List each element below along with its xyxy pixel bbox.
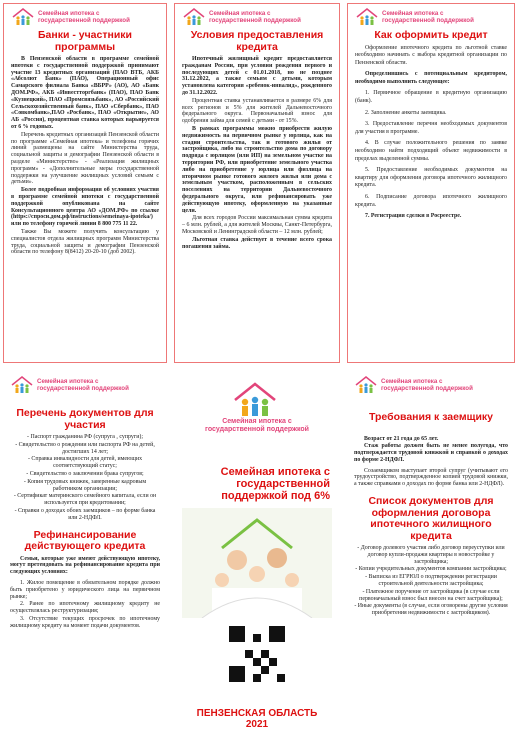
family-house-icon xyxy=(355,376,377,394)
panel-title: Как оформить кредит xyxy=(374,29,488,41)
doc-item: - Справки о доходах обоих заемщиков – по форме банка или 2-НДФЛ. xyxy=(14,507,156,521)
family-house-icon xyxy=(183,8,205,26)
step-item: 2. Заполнение анкеты заемщика. xyxy=(365,109,447,116)
cover-title: Семейная ипотека с государственной поддержкой под 6% xyxy=(220,466,330,502)
doc-item: - Выписка из ЕГРЮЛ о подтверждении регистрации строительной деятельности застройщика; xyxy=(365,574,497,588)
paragraph: Созаемщиком выступает второй супруг (учитывают его трудоустройство, подтвержденное копией трудовой книжки, а также справками о доходах по форме банка или 2-НДФЛ). xyxy=(354,467,508,488)
condition-item: 2. Ранее по ипотечному жилищному кредиту не осуществлялась реструктуризация; xyxy=(10,601,160,615)
doc-item: - Сертификат материнского семейного капитала, если он используется при кредитовании; xyxy=(13,493,157,507)
doc-item: - Справка инвалидности для детей, имеющих соответствующий статус; xyxy=(27,456,143,470)
panel-requirements xyxy=(347,372,515,735)
logo xyxy=(348,4,514,26)
doc-item: - Договор долевого участия либо договор переуступки или договор купли-продажи квартиры в новостройке у застройщика; xyxy=(357,545,505,565)
paragraph: Стаж работы должен быть не менее полугода, что подтверждается трудовой книжкой и справкой о доходах по форме 2-НДФЛ. xyxy=(354,443,508,463)
paragraph: Оформление ипотечного кредита по льготной ставке необходимо начинать с выбора кредитной организации по Пензенской области. xyxy=(355,44,507,66)
logo-line2: государственной поддержкой xyxy=(382,17,474,24)
logo-line1: Семейная ипотека с xyxy=(209,10,271,17)
step-item: 5. Предоставление необходимых документов на квартиру для оформления договора ипотечного жилищного кредита. xyxy=(355,167,507,189)
logo-line1: Семейная ипотека с xyxy=(381,378,443,385)
paragraph: Семьи, которые уже имеют действующую ипотеку, могут претендовать на рефинансирование кредита при следующих условиях: xyxy=(10,555,160,576)
logo xyxy=(175,4,339,26)
family-house-icon xyxy=(233,382,277,418)
doc-item: - Свидетельство о рождении или паспорта РФ на детей, достигших 14 лет; xyxy=(15,441,155,455)
logo-line1: Семейная ипотека с xyxy=(222,418,292,425)
family-house-icon xyxy=(356,8,378,26)
section-title: Рефинансирование действующего кредита xyxy=(24,528,146,553)
paragraph: Более подробная информация об условиях участия в программе семейной ипотеки с государственной поддержкой опубликована на сайте Консультационного центра АО «ДОМ.РФ» по ссылке (https://спроси.дом.рф/instructions/semeinaya-ipoteka/) или по телефону горячей линии 8 800 775 11 22. xyxy=(11,187,159,228)
doc-item: - Иные документы (в случае, если оговорены другие условия приобретения недвижимости с застройщиком). xyxy=(354,603,508,617)
step-item: 7. Регистрация сделки в Росреестре. xyxy=(365,213,462,220)
panel-title: Условия предоставления кредита xyxy=(190,29,324,53)
family-photo xyxy=(182,508,332,618)
paragraph: Для всех городов России максимальная сумма кредита – 6 млн. рублей, а для жителей Москвы, Санкт-Петербурга, Московской и Ленинградской области – 12 млн. рублей; xyxy=(182,215,332,235)
panel-title: Требования к заемщику xyxy=(369,411,493,423)
panel-documents xyxy=(3,372,167,735)
panel-title: Перечень документов для участия xyxy=(16,407,154,431)
panel-cover xyxy=(174,372,340,735)
logo-line1: Семейная ипотека с xyxy=(37,378,99,385)
paragraph: Процентная ставка устанавливается в размере 6% для всех регионов и 5% для жителей Дальневосточного федерального округа. Первоначальный взнос для одобрения займа для семей с детьми - от 15%. xyxy=(182,97,332,125)
logo xyxy=(174,378,340,418)
paragraph: В рамках программы можно приобрести жилую недвижимость на первичном рынке у юрлица, как на стадии строительства, так и готового жилья от застройщика, либо на строительство дома по договору подряда с юрлицом (или ИП) на земельном участке на территории РФ, или приобретение земельного участка либо на приобретение у юрлица или физлица на вторичном рынке готового жилого жилья или дома с земельным участком, расположенным в сельских поселениях на территории Дальневосточного федерального округа, или рефинансировать уже действующую ипотеку, оформленную на указанные цели. xyxy=(182,125,332,214)
logo xyxy=(347,372,515,394)
logo-line1: Семейная ипотека с xyxy=(382,10,444,17)
family-house-icon xyxy=(12,8,34,26)
paragraph: Также Вы можете получить консультацию у специалистов отдела жилищных программ Министерства труда, социальной защиты и демографии Пензенской области по телефону 8(8412) 20-20-10 (доб 2002). xyxy=(11,228,159,256)
step-item: 1. Первичное обращение в кредитную организацию (банк). xyxy=(355,90,507,105)
step-item: 3. Предоставление перечня необходимых документов для участия в программе. xyxy=(355,121,507,135)
logo-line2: государственной поддержкой xyxy=(37,385,129,392)
step-item: 6. Подписание договора ипотечного жилищного кредита. xyxy=(355,194,507,208)
condition-item: 1. Жилое помещение в обязательном порядке должно быть приобретено у юридического лица на первичном рынке; xyxy=(10,579,160,600)
logo-line1: Семейная ипотека с xyxy=(38,10,100,17)
logo xyxy=(3,372,167,394)
paragraph: Возраст от 21 года до 65 лет. xyxy=(364,435,439,442)
panel-banks xyxy=(3,3,167,363)
doc-item: - Свидетельство о заключении брака супругов; xyxy=(26,470,144,477)
panel-conditions xyxy=(174,3,340,363)
logo-line2: государственной поддержкой xyxy=(205,426,309,433)
logo-line2: государственной поддержкой xyxy=(209,17,301,24)
logo-line2: государственной поддержкой xyxy=(381,385,473,392)
logo-line2: государственной поддержкой xyxy=(38,17,130,24)
panel-title: Банки - участники программы xyxy=(37,29,133,53)
doc-item: - Копия трудовых книжек, заверенные кадровым работником организации; xyxy=(23,478,147,492)
section-title: Список документов для оформления договора ипотечного жилищного кредита xyxy=(368,495,494,542)
panel-how-to xyxy=(347,3,515,363)
paragraph: Ипотечный жилищный кредит предоставляется гражданам России, при условии рождения первого и последующих детей с 01.01.2018, но не позднее 31.12.2022, а также семьям с детьми, которым установлена категория «ребенок-инвалид», рожденного до 31.12.2022. xyxy=(182,56,332,96)
year: 2021 xyxy=(245,719,269,730)
logo xyxy=(4,4,166,26)
family-house-icon xyxy=(11,376,33,394)
doc-item: - Копии учредительных документов компании застройщика; xyxy=(355,566,507,573)
paragraph: Льготная ставка действует в течение всего срока погашения займа. xyxy=(182,236,332,250)
condition-item: 3. Отсутствие текущих просрочек по ипотечному жилищному кредиту на момент подачи документов. xyxy=(10,615,160,629)
step-item: 4. В случае положительного решения по заявке необходимо найти подходящий объект недвижимости в пределах выделенной суммы. xyxy=(355,140,507,162)
qr-code xyxy=(229,626,285,682)
region-name: ПЕНЗЕНСКАЯ ОБЛАСТЬ xyxy=(196,708,318,719)
paragraph: Перечень кредитных организаций Пензенской области по программе «Семейная ипотека» и телефоны горячих линий размещены на сайте Министерства труда, социальной защиты и демографии Пензенской области в разделе «Министерство» - «Реализация жилищных программ» - «Дополнительные меры государственной поддержки на улучшение жилищных условий семьям с детьми». xyxy=(11,131,159,186)
doc-item: - Платежное поручение от застройщика (в случае если первоначальный взнос был внесен на счет застройщика); xyxy=(359,588,503,602)
paragraph: В Пензенской области в программе семейной ипотеки с государственной поддержкой принимают участие 13 кредитных организаций (ПАО ВТБ, АКБ «Абсолют Банк» (ПАО), Операционный офис Самарского филиала Банка «ВБРР» (АО), АО «Банк ДОМ.РФ», АКБ «Инвестторгбанк» (ПАО), ПАО Банк «Кузнецкий», ПАО «Промсвязьбанк», АО «Российский Сельскохозяйственный банк», ПАО «Сбербанк», ПАО «Совкомбанк»,ПАО «Росбанк», ПАО «Открытие», АО АБ «Россия), процентная ставка которых варьируется от 6 % годовых. xyxy=(11,56,159,130)
paragraph: Определившись с потенциальным кредитором, необходимо выполнить следующее: xyxy=(355,71,507,85)
doc-item: - Паспорт гражданина РФ (супруга , супруги); xyxy=(27,434,143,440)
